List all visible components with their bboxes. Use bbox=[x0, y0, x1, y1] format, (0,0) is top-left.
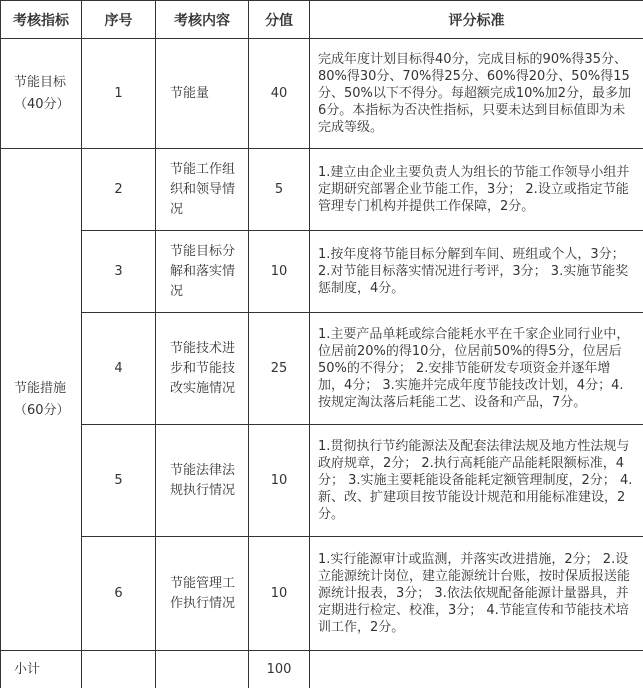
content-cell: 节能量 bbox=[156, 39, 249, 149]
score-cell: 10 bbox=[249, 425, 310, 537]
row-number-cell: 2 bbox=[82, 149, 156, 231]
standard-cell: 1.建立由企业主要负责人为组长的节能工作领导小组并定期研究部署企业节能工作，3分； 2.设立或指定节能管理专门机构并提供工作保障，2分。 bbox=[310, 149, 643, 231]
standard-cell: 完成年度计划目标得40分，完成目标的90%得35分、80%得30分、70%得25分、60%得20分、50%得15分、50%以下不得分。每超额完成10%加2分，最多加6分。本指标为否决性指标，只要未达到目标值即为未完成等级。 bbox=[310, 39, 643, 149]
score-cell: 10 bbox=[249, 231, 310, 313]
content-cell: 节能法律法规执行情况 bbox=[156, 425, 249, 537]
subtotal-label-cell: 小计 bbox=[1, 651, 82, 688]
row-number-cell: 4 bbox=[82, 313, 156, 425]
table-row bbox=[1, 425, 643, 537]
content-cell: 节能工作组织和领导情况 bbox=[156, 149, 249, 231]
content-cell: 节能技术进步和节能技改实施情况 bbox=[156, 313, 249, 425]
header-indicator: 考核指标 bbox=[1, 1, 82, 39]
row-number-cell: 5 bbox=[82, 425, 156, 537]
content-cell: 节能管理工作执行情况 bbox=[156, 537, 249, 651]
header-content: 考核内容 bbox=[156, 1, 249, 39]
score-cell: 25 bbox=[249, 313, 310, 425]
subtotal-empty-number-cell bbox=[82, 651, 156, 688]
table-row bbox=[1, 537, 643, 651]
row-number-cell: 1 bbox=[82, 39, 156, 149]
score-cell: 40 bbox=[249, 39, 310, 149]
header-standard: 评分标准 bbox=[310, 1, 643, 39]
standard-cell: 1.实行能源审计或监测，并落实改进措施，2分； 2.设立能源统计岗位，建立能源统计台账，按时保质报送能源统计报表，3分； 3.依法依规配备能源计量器具，并定期进行检定、校准，3分； 4.节能宣传和节能技术培训工作，2分。 bbox=[310, 537, 643, 651]
score-cell: 10 bbox=[249, 537, 310, 651]
content-cell: 节能目标分解和落实情况 bbox=[156, 231, 249, 313]
subtotal-empty-standard-cell bbox=[310, 651, 643, 688]
subtotal-row bbox=[1, 651, 643, 688]
row-number-cell: 6 bbox=[82, 537, 156, 651]
standard-cell: 1.按年度将节能目标分解到车间、班组或个人，3分；2.对节能目标落实情况进行考评，3分； 3.实施节能奖惩制度，4分。 bbox=[310, 231, 643, 313]
header-score: 分值 bbox=[249, 1, 310, 39]
score-cell: 5 bbox=[249, 149, 310, 231]
table-row bbox=[1, 231, 643, 313]
standard-cell: 1.主要产品单耗或综合能耗水平在千家企业同行业中，位居前20%的得10分，位居前50%的得5分，位居后50%的不得分； 2.安排节能研发专项资金并逐年增加，4分； 3.实施并完成年度节能技改计划，4分；4.按规定淘汰落后耗能工艺、设备和产品，7分。 bbox=[310, 313, 643, 425]
indicator-goal-cell: 节能目标（40分） bbox=[1, 39, 82, 149]
table-row bbox=[1, 313, 643, 425]
indicator-measures-cell: 节能措施（60分） bbox=[1, 149, 82, 651]
header-row bbox=[1, 1, 643, 39]
table-row bbox=[1, 149, 643, 231]
subtotal-empty-content-cell bbox=[156, 651, 249, 688]
table-row bbox=[1, 39, 643, 149]
header-number: 序号 bbox=[82, 1, 156, 39]
standard-cell: 1.贯彻执行节约能源法及配套法律法规及地方性法规与政府规章，2分； 2.执行高耗能产品能耗限额标准，4分； 3.实施主要耗能设备能耗定额管理制度，2分； 4.新、改、扩建项目按节能设计规范和用能标准建设，2分。 bbox=[310, 425, 643, 537]
subtotal-score-cell: 100 bbox=[249, 651, 310, 688]
row-number-cell: 3 bbox=[82, 231, 156, 313]
